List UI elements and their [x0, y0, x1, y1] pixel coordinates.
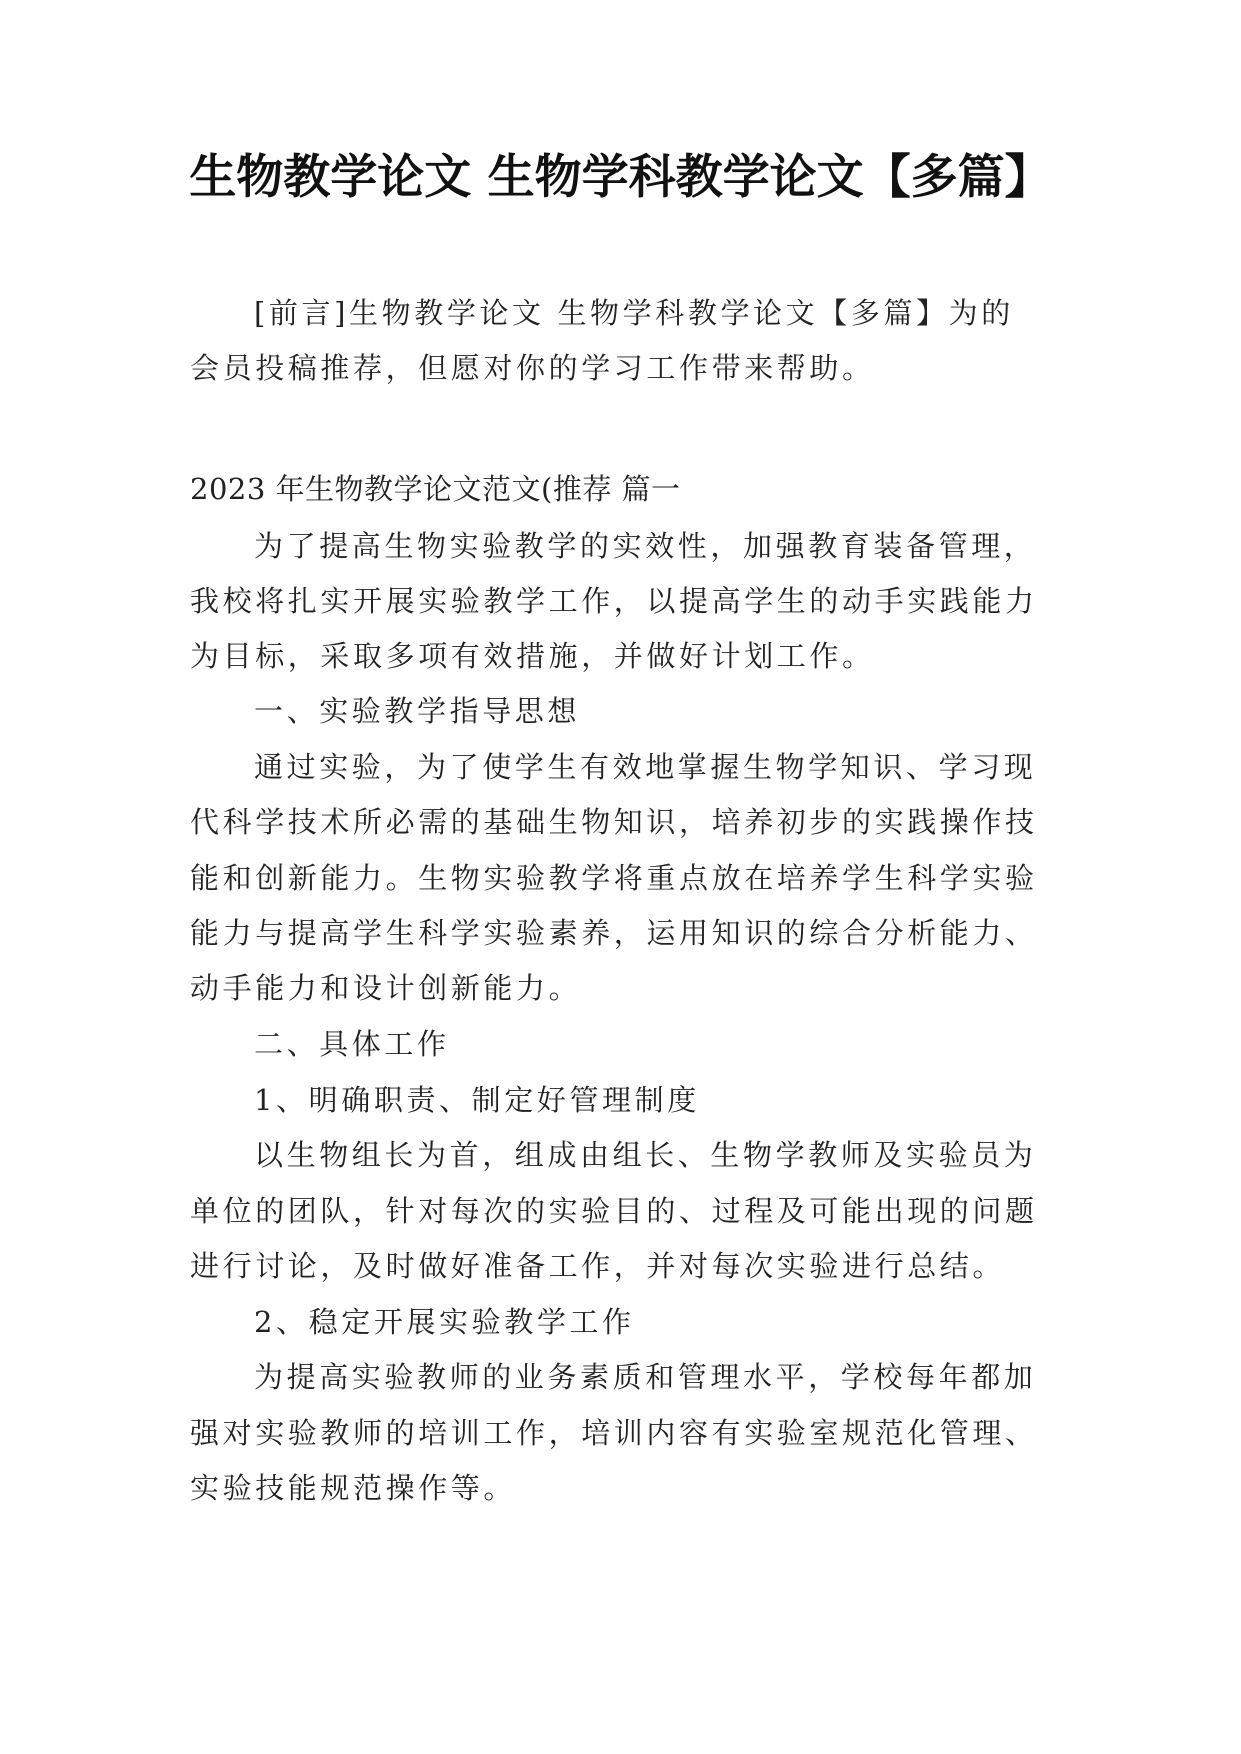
document-title: 生物教学论文 生物学科教学论文【多篇】: [189, 150, 1052, 205]
paragraph-line: 通过实验，为了使学生有效地掌握生物学知识、学习现: [254, 750, 1037, 784]
paragraph-line: 强对实验教师的培训工作，培训内容有实验室规范化管理、: [190, 1416, 1038, 1450]
section-heading: 2023 年生物教学论文范文(推荐 篇一: [190, 472, 681, 506]
paragraph-line: 单位的团队，针对每次的实验目的、过程及可能出现的问题: [190, 1194, 1038, 1228]
paragraph-line: 动手能力和设计创新能力。: [190, 971, 582, 1005]
paragraph-line: 以生物组长为首，组成由组长、生物学教师及实验员为: [254, 1138, 1037, 1172]
subheading: 二、具体工作: [254, 1027, 450, 1061]
preface-line-2: 会员投稿推荐，但愿对你的学习工作带来帮助。: [190, 351, 875, 385]
paragraph-line: 实验技能规范操作等。: [190, 1471, 517, 1505]
subheading: 1、明确职责、制定好管理制度: [254, 1083, 700, 1117]
paragraph-line: 为目标，采取多项有效措施，并做好计划工作。: [190, 639, 875, 673]
subheading: 2、稳定开展实验教学工作: [254, 1305, 635, 1339]
paragraph-line: 我校将扎实开展实验教学工作，以提高学生的动手实践能力: [190, 584, 1038, 618]
paragraph-line: 能力与提高学生科学实验素养，运用知识的综合分析能力、: [190, 916, 1038, 950]
preface-line-1: [前言]生物教学论文 生物学科教学论文【多篇】为的: [254, 296, 1014, 330]
paragraph-line: 为了提高生物实验教学的实效性，加强教育装备管理，: [254, 529, 1037, 563]
paragraph-line: 为提高实验教师的业务素质和管理水平，学校每年都加: [254, 1360, 1037, 1394]
subheading: 一、实验教学指导思想: [254, 694, 581, 728]
paragraph-line: 能和创新能力。生物实验教学将重点放在培养学生科学实验: [190, 861, 1038, 895]
paragraph-line: 代科学技术所必需的基础生物知识，培养初步的实践操作技: [190, 805, 1038, 839]
paragraph-line: 进行讨论，及时做好准备工作，并对每次实验进行总结。: [190, 1249, 1006, 1283]
